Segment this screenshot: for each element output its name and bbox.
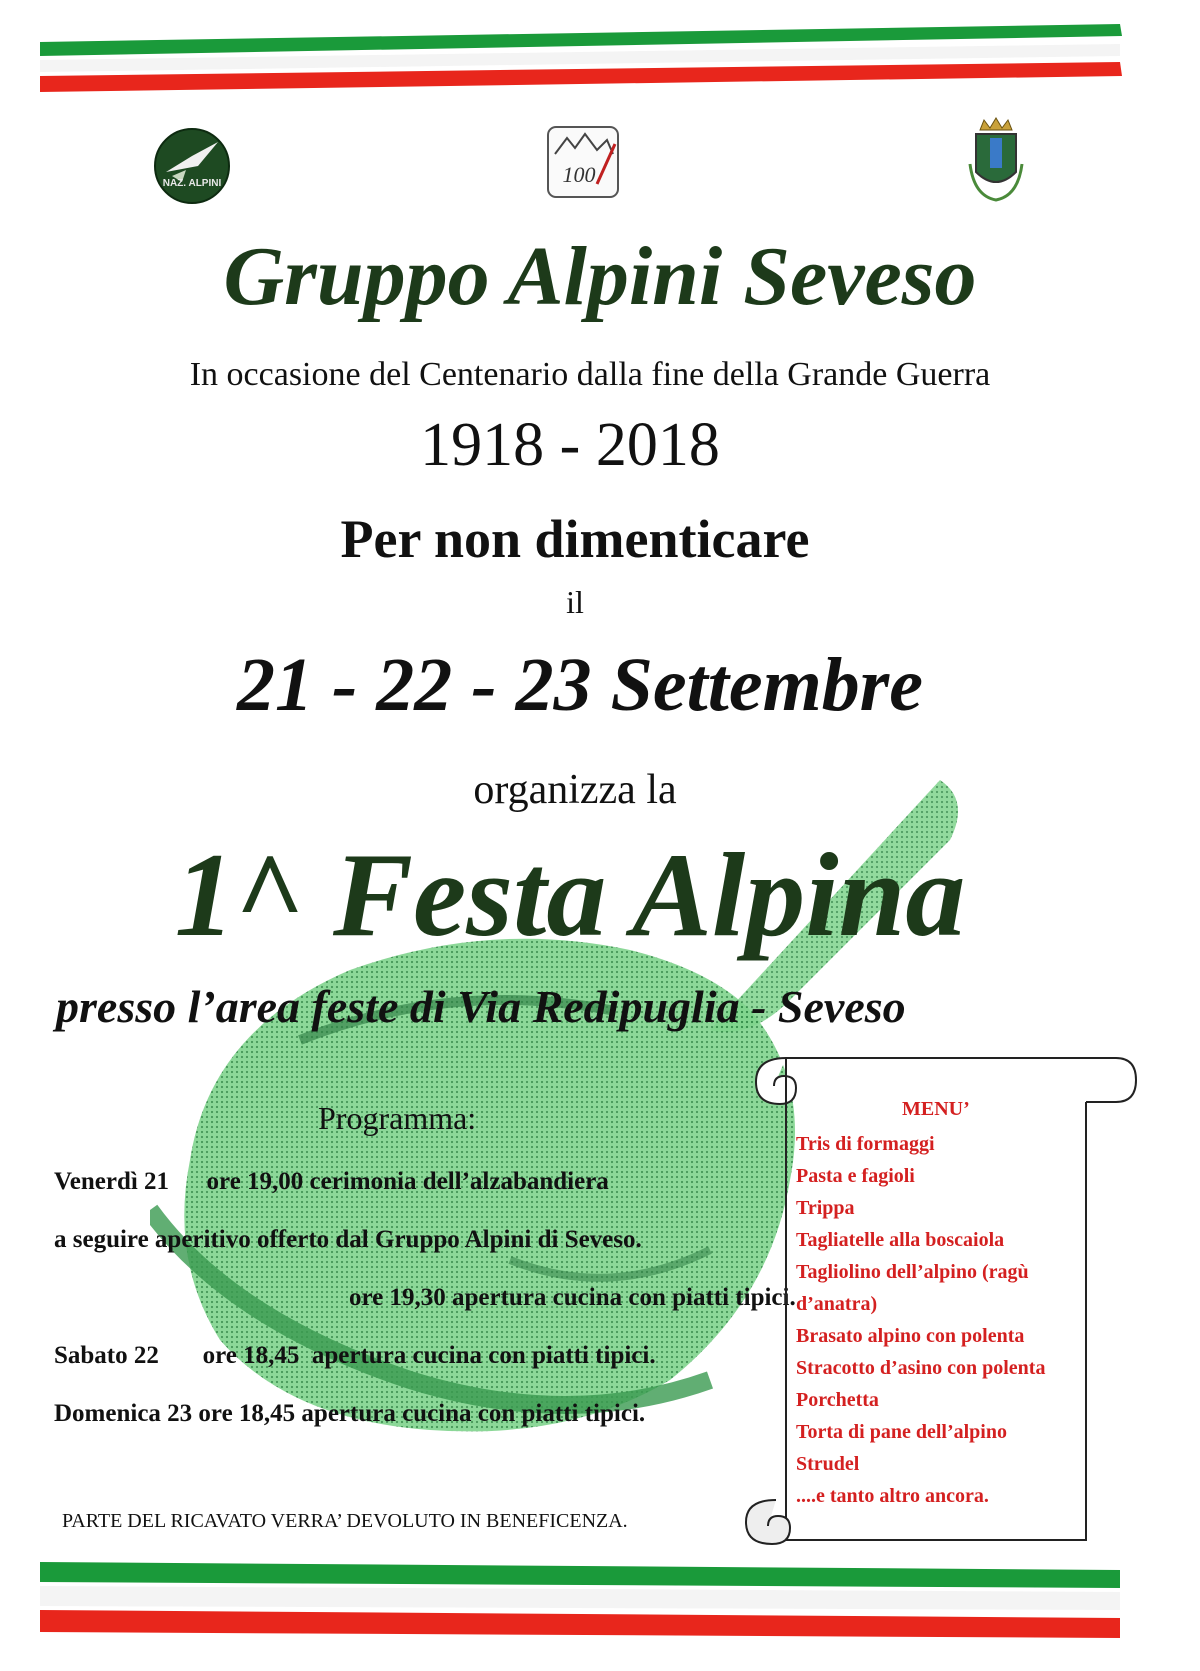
centenary-logo-text: 100 [562, 162, 596, 187]
menu-item: Tagliolino dell’alpino (ragù [796, 1261, 1029, 1283]
organizza-text: organizza la [473, 767, 677, 813]
years-text: 1918 - 2018 [420, 411, 720, 479]
slogan-text: Per non dimenticare [340, 509, 810, 569]
centenary-100-logo [545, 124, 621, 200]
il-text: il [566, 584, 584, 620]
menu-item: Brasato alpino con polenta [796, 1325, 1025, 1347]
bottom-tricolor-band [0, 1550, 1200, 1671]
menu-item: Porchetta [796, 1389, 879, 1411]
dates-text: 21 - 22 - 23 Settembre [236, 643, 923, 727]
charity-note: PARTE DEL RICAVATO VERRA’ DEVOLUTO IN BENEFICENZA. [62, 1510, 628, 1532]
menu-item: d’anatra) [796, 1293, 878, 1315]
menu-list [796, 1128, 1045, 1512]
program-line: Sabato 22 ore 18,45 apertura cucina con piatti tipici. [54, 1342, 656, 1369]
menu-item: Pasta e fagioli [796, 1165, 915, 1187]
occasion-text: In occasione del Centenario dalla fine della Grande Guerra [189, 356, 991, 393]
page-title: Gruppo Alpini Seveso [223, 230, 977, 323]
location-text: presso l’area feste di Via Redipuglia - Seveso [56, 981, 906, 1032]
program-line: Domenica 23 ore 18,45 apertura cucina con piatti tipici. [54, 1400, 646, 1427]
top-tricolor-band [0, 0, 1200, 120]
menu-item: Torta di pane dell’alpino [796, 1421, 1007, 1443]
menu-item: Strudel [796, 1453, 860, 1475]
menu-title: MENU’ [902, 1098, 970, 1120]
seveso-coat-of-arms [966, 116, 1026, 204]
menu-item: Tagliatelle alla boscaiola [796, 1229, 1005, 1251]
menu-item: Tris di formaggi [796, 1133, 935, 1155]
program-line: ore 19,30 apertura cucina con piatti tipici. [224, 1284, 796, 1311]
event-title: 1^ Festa Alpina [174, 828, 966, 961]
menu-item: Stracotto d’asino con polenta [796, 1357, 1046, 1379]
program-line: Venerdì 21 ore 19,00 cerimonia dell’alzabandiera [54, 1168, 609, 1195]
ana-logo-text: NAZ. ALPINI [162, 178, 222, 189]
menu-item: ....e tanto altro ancora. [796, 1485, 989, 1507]
menu-item: Trippa [796, 1197, 855, 1219]
program-heading: Programma: [318, 1100, 477, 1136]
program-line: a seguire aperitivo offerto dal Gruppo Alpini di Seveso. [54, 1226, 642, 1253]
ana-alpini-logo [152, 126, 232, 206]
